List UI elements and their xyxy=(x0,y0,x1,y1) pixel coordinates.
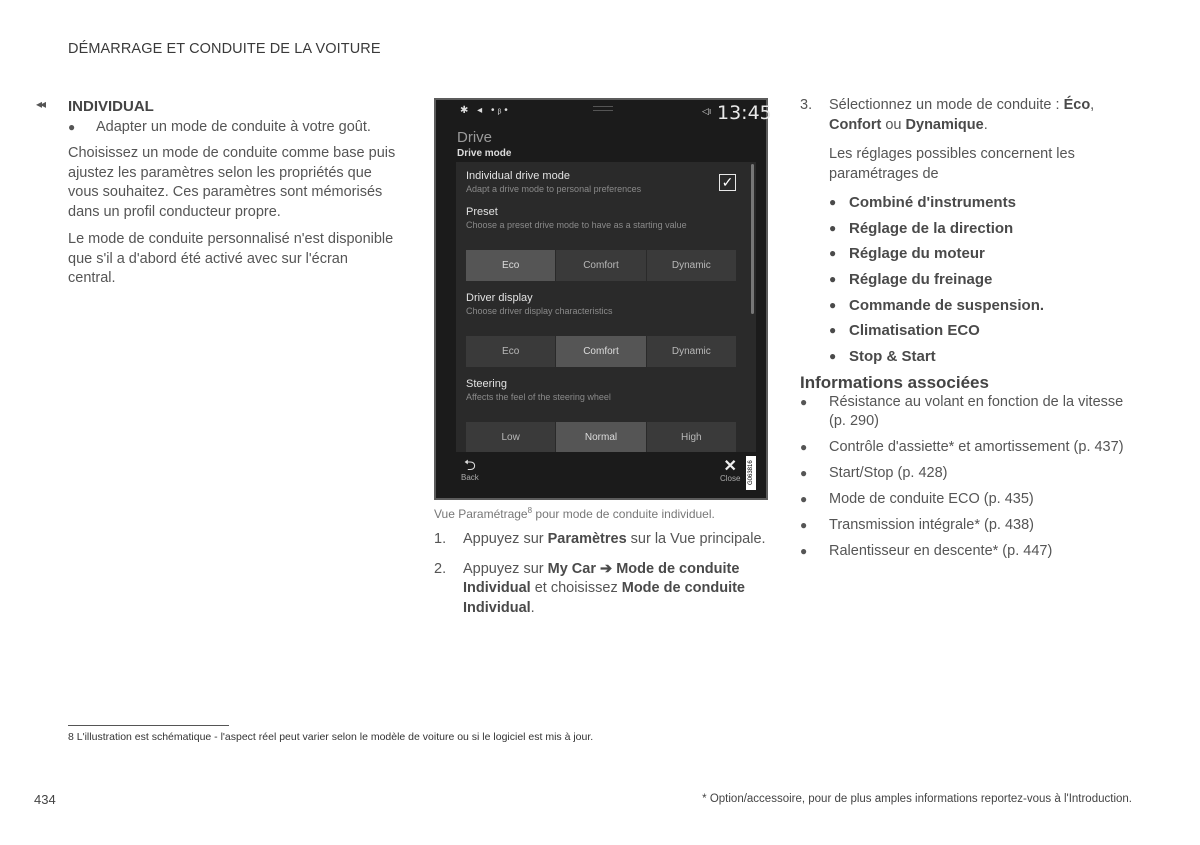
bullet-item xyxy=(68,118,398,138)
steering-option-low[interactable]: Low xyxy=(466,422,555,452)
related-link[interactable]: ● Mode de conduite ECO (p. 435) xyxy=(800,490,1140,510)
step-number: 1. xyxy=(434,531,447,547)
settings-intro: Les réglages possibles concernent les paramétrages de xyxy=(829,146,1075,182)
menu-reference: Mode de conduite Individual xyxy=(463,580,745,616)
list-item: ● Commande de suspension. xyxy=(829,296,1045,314)
close-button[interactable] xyxy=(720,459,740,483)
steering-option-high[interactable]: High xyxy=(647,422,736,452)
screen-bottom-bar xyxy=(436,452,766,498)
image-reference-code: G063816 xyxy=(746,456,756,490)
footnote: 8 L'illustration est schématique - l'aspect réel peut varier selon le modèle de voiture ou si le logiciel est mis à jour. xyxy=(68,731,594,743)
step-text: Appuyez sur My Car ➔ Mode de conduite Individual et choisissez Mode de conduite Individual. xyxy=(463,560,745,616)
paragraph-2: Le mode de conduite personnalisé n'est disponible que s'il a d'abord été activé avec sur l'écran central. xyxy=(68,231,394,286)
individual-mode-checkbox[interactable]: ✓ xyxy=(719,174,736,191)
driver-display-option-dynamic[interactable]: Dynamic xyxy=(647,336,736,367)
preset-segmented-control xyxy=(466,250,736,281)
infotainment-screen xyxy=(434,98,772,500)
mode-dynamique: Dynamique xyxy=(905,116,984,133)
steering-option-normal[interactable]: Normal xyxy=(556,422,645,452)
close-icon: ✕ xyxy=(723,458,737,475)
back-button[interactable] xyxy=(461,459,479,482)
settings-list xyxy=(829,193,1140,367)
step-1 xyxy=(434,530,774,550)
related-info-list xyxy=(800,393,1140,561)
step-2 xyxy=(434,560,774,619)
steps-list xyxy=(434,530,774,628)
bullet-icon: ● xyxy=(829,349,837,364)
list-item: ● Stop & Start xyxy=(829,348,936,366)
screen-title: Drive xyxy=(457,129,493,146)
status-icons: ✱ ◂ •ᵦ• xyxy=(460,105,511,116)
related-link[interactable]: ● Transmission intégrale* (p. 438) xyxy=(800,516,1140,536)
bullet-text: Adapter un mode de conduite à votre goût. xyxy=(96,118,371,135)
page-header: DÉMARRAGE ET CONDUITE DE LA VOITURE xyxy=(68,41,381,57)
bullet-icon: ● xyxy=(800,394,808,409)
close-label: Close xyxy=(720,474,741,483)
bullet-icon: ● xyxy=(800,466,808,481)
panel-scrollbar[interactable] xyxy=(751,164,754,314)
menu-reference: Paramètres xyxy=(547,531,627,547)
related-link[interactable]: ● Ralentisseur en descente* (p. 447) xyxy=(800,542,1140,562)
option-title: Individual drive mode xyxy=(466,170,570,182)
bullet-icon: ● xyxy=(829,297,837,312)
option-desc: Adapt a drive mode to personal preferences xyxy=(466,184,642,194)
bullet-icon: ● xyxy=(829,195,837,209)
mode-confort: Confort xyxy=(829,116,882,133)
related-link[interactable]: ● Start/Stop (p. 428) xyxy=(800,464,1140,484)
left-column xyxy=(68,97,398,297)
preset-option-comfort[interactable]: Comfort xyxy=(556,250,645,281)
steering-segmented-control xyxy=(466,422,736,452)
settings-panel xyxy=(456,162,756,452)
bullet-icon: ● xyxy=(829,220,837,235)
option-title: Steering xyxy=(466,378,507,390)
screen-subtitle: Drive mode xyxy=(457,148,512,159)
option-desc: Choose driver display characteristics xyxy=(466,306,613,316)
figure-caption xyxy=(434,506,715,521)
related-link[interactable]: ● Contrôle d'assiette* et amortissement (p. 437) xyxy=(800,438,1140,458)
back-arrows-icon[interactable]: ◂◂ xyxy=(36,97,45,111)
pull-down-handle[interactable] xyxy=(593,106,613,111)
section-title: INDIVIDUAL xyxy=(68,98,154,115)
paragraph-1: Choisissez un mode de conduite comme base puis ajustez les paramètres selon les propriétés que vous souhaitez. Ces paramètres sont mémorisés dans un profil conducteur propre. xyxy=(68,145,396,220)
individual-drive-mode-row[interactable] xyxy=(466,170,746,194)
footer-note: * Option/accessoire, pour de plus amples informations reportez-vous à l'Introduction. xyxy=(702,793,1132,805)
list-item: ● Réglage du freinage xyxy=(829,271,993,289)
driver-display-segmented-control xyxy=(466,336,736,367)
list-item: ● Réglage de la direction xyxy=(829,219,1014,237)
bullet-icon: ● xyxy=(800,440,808,455)
bullet-icon: ● xyxy=(800,517,808,532)
right-column xyxy=(800,96,1140,568)
list-item: ● Combiné d'instruments xyxy=(829,194,1016,211)
footnote-divider xyxy=(68,725,229,726)
driver-display-option-eco[interactable]: Eco xyxy=(466,336,555,367)
option-desc: Affects the feel of the steering wheel xyxy=(466,392,611,402)
mode-eco: Éco xyxy=(1063,97,1091,113)
preset-option-dynamic[interactable]: Dynamic xyxy=(647,250,736,281)
driver-display-row xyxy=(466,292,746,316)
step-3 xyxy=(800,96,1140,135)
back-label: Back xyxy=(461,473,479,482)
footnote-marker: 8 xyxy=(527,506,533,515)
related-info-title: Informations associées xyxy=(800,372,989,392)
bullet-icon: ● xyxy=(800,543,808,558)
status-bar xyxy=(436,100,772,128)
list-item: ● Réglage du moteur xyxy=(829,245,985,263)
bullet-icon: ● xyxy=(829,323,837,338)
step-number: 3. xyxy=(800,97,813,113)
caption-text-end: pour mode de conduite individuel. xyxy=(532,507,715,521)
clock: 13:45 xyxy=(717,102,772,124)
speaker-icon: ◁ı xyxy=(702,106,712,116)
option-title: Preset xyxy=(466,206,498,218)
bullet-icon: ● xyxy=(829,272,837,287)
step-number: 2. xyxy=(434,560,447,577)
page-number: 434 xyxy=(34,792,56,807)
steering-row xyxy=(466,378,746,402)
preset-row xyxy=(466,206,746,230)
bullet-icon: ● xyxy=(800,491,808,506)
menu-reference: My Car ➔ Mode de conduite Individual xyxy=(463,560,740,596)
list-item: ● Climatisation ECO xyxy=(829,322,980,340)
caption-text: Vue Paramétrage xyxy=(434,507,528,521)
option-title: Driver display xyxy=(466,292,533,304)
back-arrow-icon: ⮌ xyxy=(463,457,476,474)
step-text: Sélectionnez un mode de conduite : Éco, Confort ou Dynamique. xyxy=(829,97,1095,133)
step-text: Appuyez sur Paramètres sur la Vue principale. xyxy=(463,531,766,547)
option-desc: Choose a preset drive mode to have as a starting value xyxy=(466,220,687,230)
related-link[interactable]: ● Résistance au volant en fonction de la vitesse (p. 290) xyxy=(800,393,1140,432)
bullet-icon: ● xyxy=(829,246,837,261)
driver-display-option-comfort[interactable]: Comfort xyxy=(556,336,645,367)
bullet-icon: ● xyxy=(68,119,76,134)
preset-option-eco[interactable]: Eco xyxy=(466,250,555,281)
